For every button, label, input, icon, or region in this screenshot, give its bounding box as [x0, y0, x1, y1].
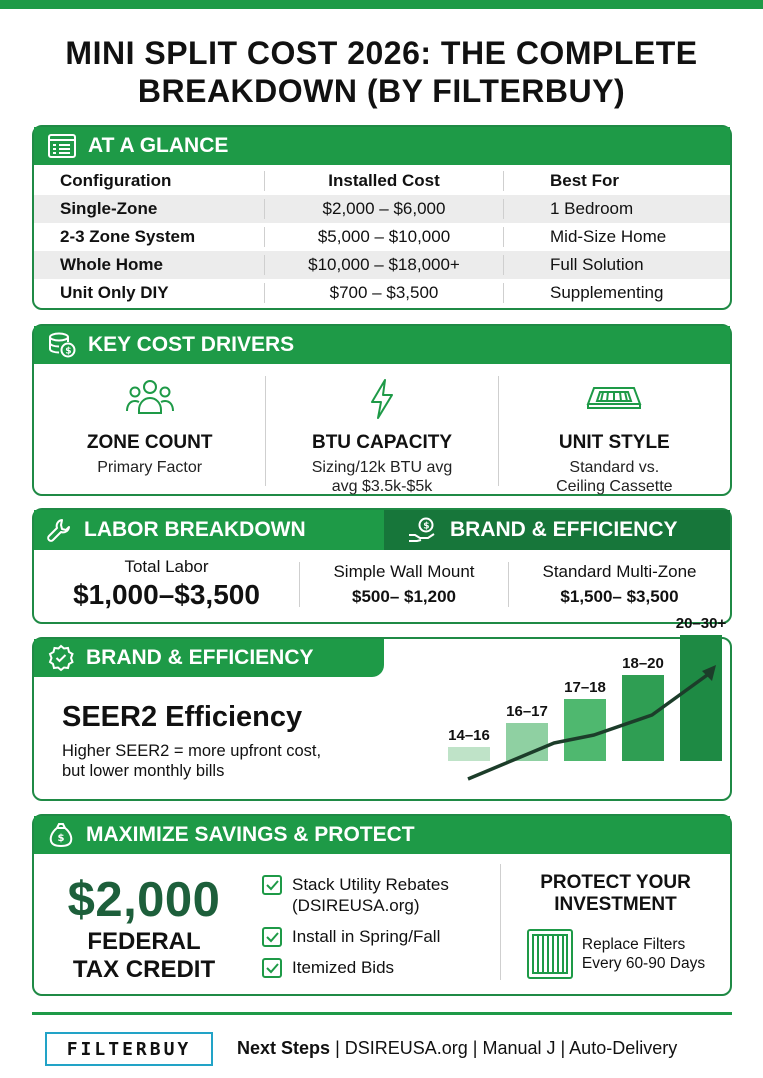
- air-filter-icon: [526, 928, 574, 980]
- at-a-glance-header: [34, 127, 730, 165]
- bar-17–18: [564, 699, 606, 761]
- seer2-description: Higher SEER2 = more upfront cost, but lower monthly bills: [62, 742, 322, 780]
- driver-subtitle: Standard vs. Ceiling Cassette: [556, 459, 673, 495]
- savings-card: [32, 814, 732, 996]
- table-cell: 2-3 Zone System: [60, 227, 196, 246]
- driver-btu-capacity: [265, 376, 497, 495]
- cassette-icon: [586, 378, 642, 420]
- efficiency-header: [34, 639, 384, 677]
- bar-20–30+: [680, 635, 722, 761]
- footer-next-steps: Next Steps | DSIREUSA.org | Manual J | Auto-Delivery: [237, 1038, 678, 1058]
- bar-14–16: [448, 747, 490, 761]
- table-row: [34, 195, 730, 223]
- table-cell: 1 Bedroom: [550, 199, 634, 218]
- money-bag-icon: [48, 822, 74, 848]
- tax-credit-amount: $2,000: [67, 873, 221, 927]
- savings-body: [34, 856, 730, 986]
- list-item: Stack Utility Rebates (DSIREUSA.org): [262, 874, 498, 916]
- driver-title: BTU CAPACITY: [311, 432, 453, 453]
- checkbox-icon: [262, 875, 282, 895]
- driver-unit-style: [498, 376, 730, 495]
- savings-title: MAXIMIZE SAVINGS & PROTECT: [86, 823, 415, 846]
- drivers-row: [34, 366, 730, 496]
- cost-drivers-card: [32, 324, 732, 496]
- table-cell: $700 – $3,500: [264, 283, 504, 303]
- list-item: Itemized Bids: [262, 957, 498, 978]
- protect-title: PROTECT YOUR INVESTMENT: [540, 872, 691, 915]
- checkbox-icon: [262, 927, 282, 947]
- table-row: [34, 223, 730, 251]
- column-header: Best For: [550, 171, 619, 190]
- driver-zone-count: [34, 366, 265, 496]
- driver-subtitle: Primary Factor: [97, 459, 203, 476]
- driver-title: ZONE COUNT: [86, 432, 213, 453]
- wrench-icon: [46, 517, 72, 543]
- efficiency-title: BRAND & EFFICIENCY: [86, 646, 314, 669]
- savings-header: [34, 816, 730, 854]
- browser-list-icon: [48, 134, 76, 158]
- cost-drivers-header: [34, 326, 730, 364]
- list-item: Install in Spring/Fall: [262, 926, 498, 947]
- tax-credit-label: FEDERAL TAX CREDIT: [72, 928, 216, 983]
- checkbox-icon: [262, 958, 282, 978]
- table-cell: Unit Only DIY: [60, 283, 169, 302]
- table-header-row: [34, 167, 730, 195]
- simple-wall-mount: Simple Wall Mount $500– $1,200: [299, 562, 509, 607]
- table-cell: Whole Home: [60, 255, 163, 274]
- labor-header: [34, 510, 730, 550]
- bar-label: 17–18: [564, 679, 606, 696]
- hand-money-icon: [408, 517, 438, 543]
- svg-text:$: $: [57, 833, 65, 844]
- labor-title: LABOR BREAKDOWN: [84, 518, 306, 541]
- standard-multi-zone: Standard Multi-Zone $1,500– $3,500: [542, 561, 697, 606]
- svg-text:$: $: [65, 346, 72, 357]
- people-icon: [125, 378, 175, 420]
- table-cell: Supplementing: [550, 283, 664, 302]
- bar-label: 14–16: [448, 727, 490, 744]
- table-cell: Mid-Size Home: [550, 227, 667, 246]
- seer2-bar-chart: [414, 615, 727, 799]
- bar-label: 20–30+: [675, 615, 727, 632]
- coins-icon: [48, 332, 76, 358]
- at-a-glance-card: [32, 125, 732, 310]
- lightning-icon: [367, 378, 397, 420]
- table-cell: $2,000 – $6,000: [264, 199, 504, 219]
- total-labor: Total Labor $1,000–$3,500: [34, 557, 299, 611]
- footer-divider: [32, 1012, 732, 1015]
- seer2-title: SEER2 Efficiency: [62, 701, 303, 733]
- brand-efficiency-title: BRAND & EFFICIENCY: [450, 518, 678, 541]
- svg-text:$: $: [423, 521, 430, 532]
- table-cell: Full Solution: [550, 255, 644, 274]
- efficiency-card: [32, 615, 732, 801]
- total-labor-value: $1,000–$3,500: [73, 579, 260, 610]
- savings-checklist: [262, 874, 498, 988]
- table-cell: $10,000 – $18,000+: [264, 255, 504, 275]
- column-header: Installed Cost: [264, 171, 504, 191]
- glance-table: [34, 167, 730, 307]
- labor-values: [34, 550, 730, 618]
- table-cell: Single-Zone: [60, 199, 158, 218]
- protect-investment: [500, 864, 730, 980]
- table-row: [34, 251, 730, 279]
- bar-label: 18–20: [622, 655, 664, 672]
- page-title: MINI SPLIT COST 2026: THE COMPLETE BREAKDOWN (BY FILTERBUY): [65, 35, 698, 109]
- top-accent-bar: [0, 0, 763, 9]
- driver-title: UNIT STYLE: [558, 432, 670, 453]
- column-header: Configuration: [60, 171, 172, 190]
- table-row: [34, 279, 730, 307]
- table-cell: $5,000 – $10,000: [264, 227, 504, 247]
- badge-check-icon: [48, 645, 74, 671]
- bar-label: 16–17: [506, 703, 548, 720]
- cost-drivers-title: KEY COST DRIVERS: [88, 333, 295, 356]
- filterbuy-logo[interactable]: FILTERBUY: [45, 1032, 213, 1066]
- filter-reminder: Replace Filters Every 60-90 Days: [581, 936, 706, 972]
- driver-subtitle: Sizing/12k BTU avg avg $3.5k-$5k: [311, 459, 453, 495]
- at-a-glance-title: AT A GLANCE: [88, 134, 229, 157]
- labor-card: [32, 508, 732, 624]
